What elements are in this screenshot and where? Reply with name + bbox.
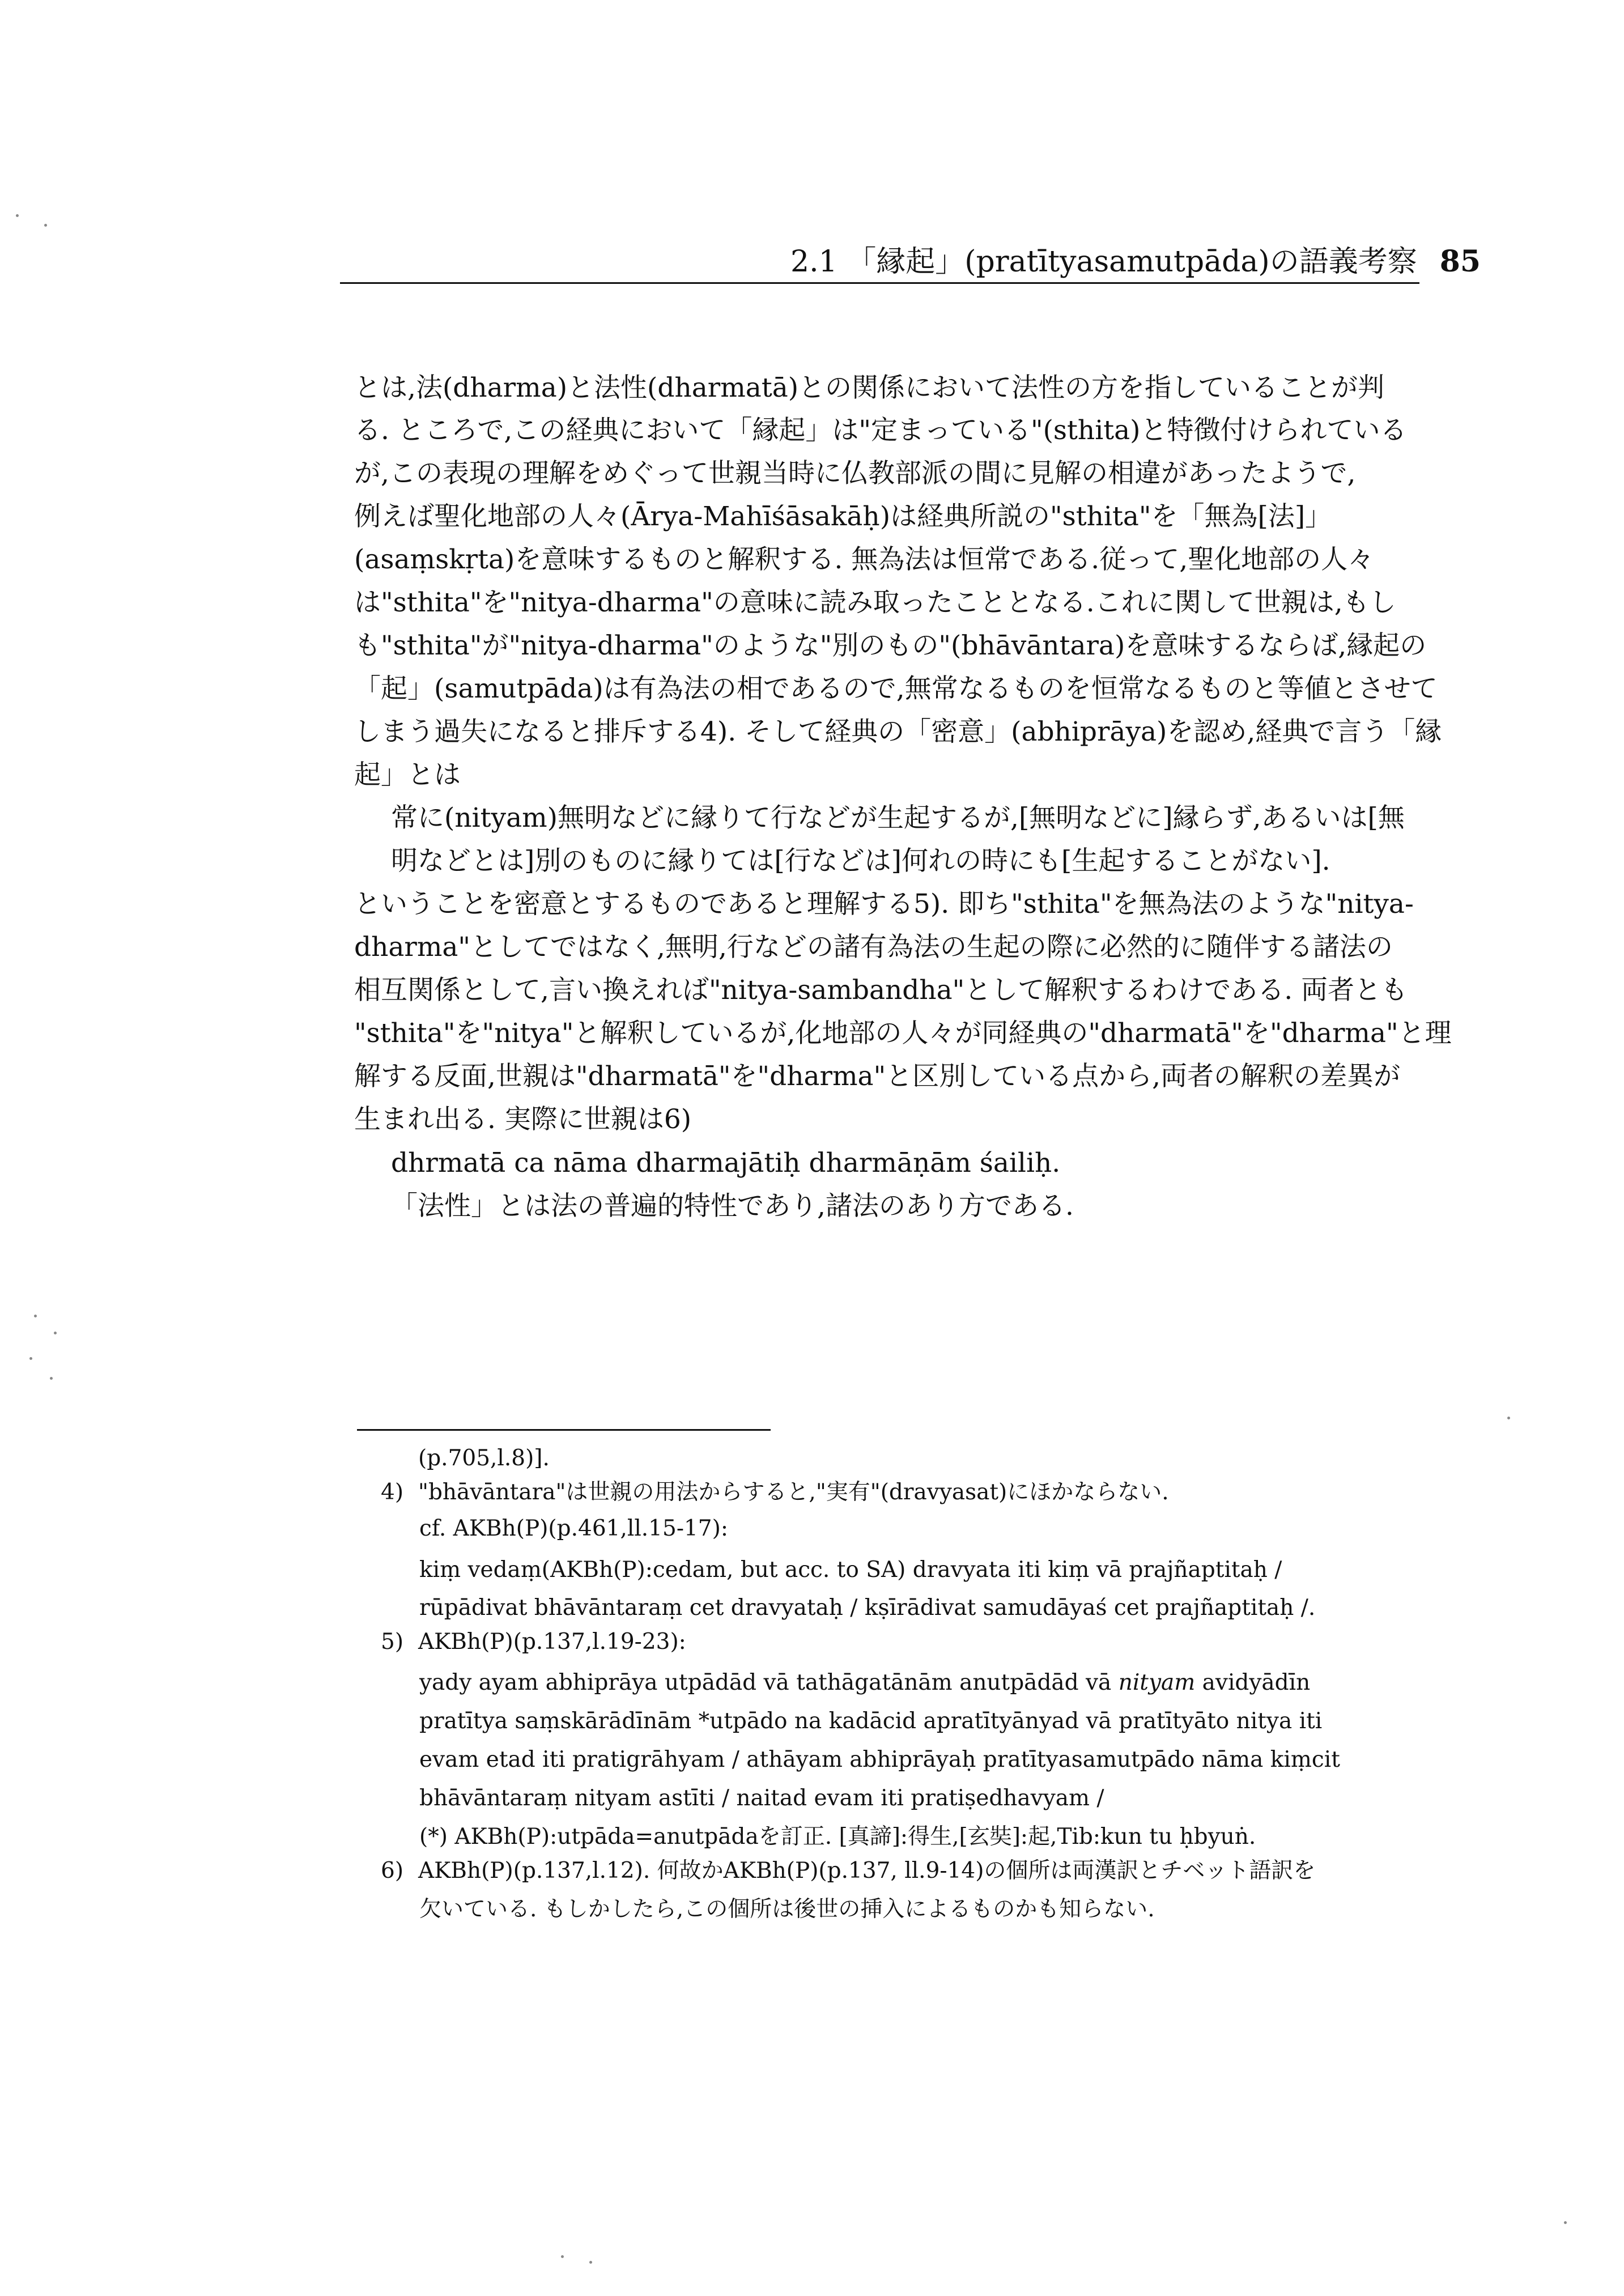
body-line: 生まれ出る. 実際に世親は6)	[354, 1104, 692, 1135]
quote-line: 明などとは]別のものに縁りては[行などは]何れの時にも[生起することがない].	[391, 845, 1330, 877]
footnote-line: evam etad iti pratigrāhyam / athāyam abhiprāyaḥ pratītyasamutpādo nāma kiṃcit	[419, 1747, 1340, 1772]
body-line: 例えば聖化地部の人々(Ārya-Mahīśāsakāḥ)は経典所説の"sthita"を「無為[法]」	[354, 501, 1332, 532]
footnote-line: AKBh(P)(p.137,l.12). 何故かAKBh(P)(p.137, ll.9-14)の個所は両漢訳とチベット語訳を	[418, 1858, 1316, 1883]
body-line: "sthita"を"nitya"と解釈しているが,化地部の人々が同経典の"dharmatā"を"dharma"と理	[354, 1018, 1452, 1049]
footnote-line: (*) AKBh(P):utpāda=anutpādaを訂正. [真諦]:得生,[玄奘]:起,Tib:kun tu ḥbyuṅ.	[419, 1824, 1256, 1849]
body-line: しまう過失になると排斥する4). そして経典の「密意」(abhiprāya)を認め,経典で言う「縁	[354, 716, 1442, 747]
footnote-number: 5)	[381, 1629, 404, 1655]
body-line: (asaṃskṛta)を意味するものと解釈する. 無為法は恒常である.従って,聖化地部の人々	[354, 544, 1375, 575]
scan-speck	[29, 1357, 32, 1360]
body-line: ということを密意とするものであると理解する5). 即ち"sthita"を無為法のような"nitya-	[354, 888, 1414, 920]
scan-speck	[561, 2255, 564, 2258]
running-header	[790, 244, 1481, 280]
body-line: 「起」(samutpāda)は有為法の相であるので,無常なるものを恒常なるものと等値とさせて	[354, 673, 1438, 704]
scan-speck	[50, 1377, 53, 1380]
header-rule	[340, 282, 1419, 284]
footnote-line: cf. AKBh(P)(p.461,ll.15-17):	[419, 1516, 728, 1541]
citation-translation: 「法性」とは法の普遍的特性であり,諸法のあり方である.	[391, 1190, 1074, 1222]
scan-speck	[16, 214, 19, 217]
footnote-text: yady ayam abhiprāya utpādād vā tathāgatānām anutpādād vā	[419, 1670, 1112, 1695]
footnote-line	[419, 1668, 1310, 1698]
emphasized-word: nityam	[1118, 1670, 1196, 1695]
body-line: は"sthita"を"nitya-dharma"の意味に読み取ったこととなる.これに関して世親は,もし	[354, 587, 1396, 618]
body-line: る. ところで,この経典において「縁起」は"定まっている"(sthita)と特徴付けられている	[354, 415, 1407, 446]
page-number: 85	[1439, 244, 1481, 279]
footnote-line: "bhāvāntara"は世親の用法からすると,"実有"(dravyasat)にほかならない.	[418, 1479, 1169, 1505]
body-line: 解する反面,世親は"dharmatā"を"dharma"と区別している点から,両者の解釈の差異が	[354, 1061, 1401, 1092]
body-line: 相互関係として,言い換えれば"nitya-sambandha"として解釈するわけである. 両者とも	[354, 975, 1408, 1006]
scan-speck	[589, 2261, 592, 2264]
scan-speck	[54, 1332, 57, 1334]
footnote-continuation: (p.705,l.8)].	[418, 1445, 550, 1471]
footnote-line: 欠いている. もしかしたら,この個所は後世の挿入によるものかも知らない.	[419, 1897, 1155, 1922]
footnote-line: bhāvāntaraṃ nityam astīti / naitad evam iti pratiṣedhavyam /	[419, 1785, 1104, 1811]
footnote-number: 6)	[381, 1858, 404, 1883]
footnote-line: AKBh(P)(p.137,l.19-23):	[418, 1629, 686, 1655]
footnote-text: avidyādīn	[1202, 1670, 1311, 1695]
body-line: とは,法(dharma)と法性(dharmatā)との関係において法性の方を指していることが判	[354, 372, 1385, 403]
body-line: 起」とは	[354, 759, 461, 790]
footnote-line: rūpādivat bhāvāntaraṃ cet dravyataḥ / kṣīrādivat samudāyaś cet prajñaptitaḥ /.	[419, 1595, 1316, 1621]
citation-sanskrit: dhrmatā ca nāma dharmajātiḥ dharmāṇām śailiḥ.	[391, 1147, 1061, 1179]
header-title: 2.1 「縁起」(pratītyasamutpāda)の語義考察	[790, 245, 1417, 279]
footnote-number: 4)	[381, 1479, 404, 1505]
body-line: も"sthita"が"nitya-dharma"のような"別のもの"(bhāvāntara)を意味するならば,縁起の	[354, 630, 1427, 661]
scan-speck	[1507, 1417, 1510, 1419]
scan-speck	[1564, 2221, 1567, 2224]
body-line: が,この表現の理解をめぐって世親当時に仏教部派の間に見解の相違があったようで,	[354, 458, 1356, 489]
scan-speck	[44, 224, 47, 227]
scan-speck	[34, 1315, 37, 1317]
body-line: dharma"としてではなく,無明,行などの諸有為法の生起の際に必然的に随伴する諸法の	[354, 932, 1393, 963]
footnote-line: pratītya saṃskārādīnām *utpādo na kadācid apratītyānyad vā pratītyāto nitya iti	[419, 1708, 1323, 1734]
footnote-rule	[357, 1429, 771, 1431]
footnote-line: kiṃ vedaṃ(AKBh(P):cedam, but acc. to SA) dravyata iti kiṃ vā prajñaptitaḥ /	[419, 1557, 1282, 1583]
quote-line: 常に(nityam)無明などに縁りて行などが生起するが,[無明などに]縁らず,あるいは[無	[391, 802, 1405, 834]
